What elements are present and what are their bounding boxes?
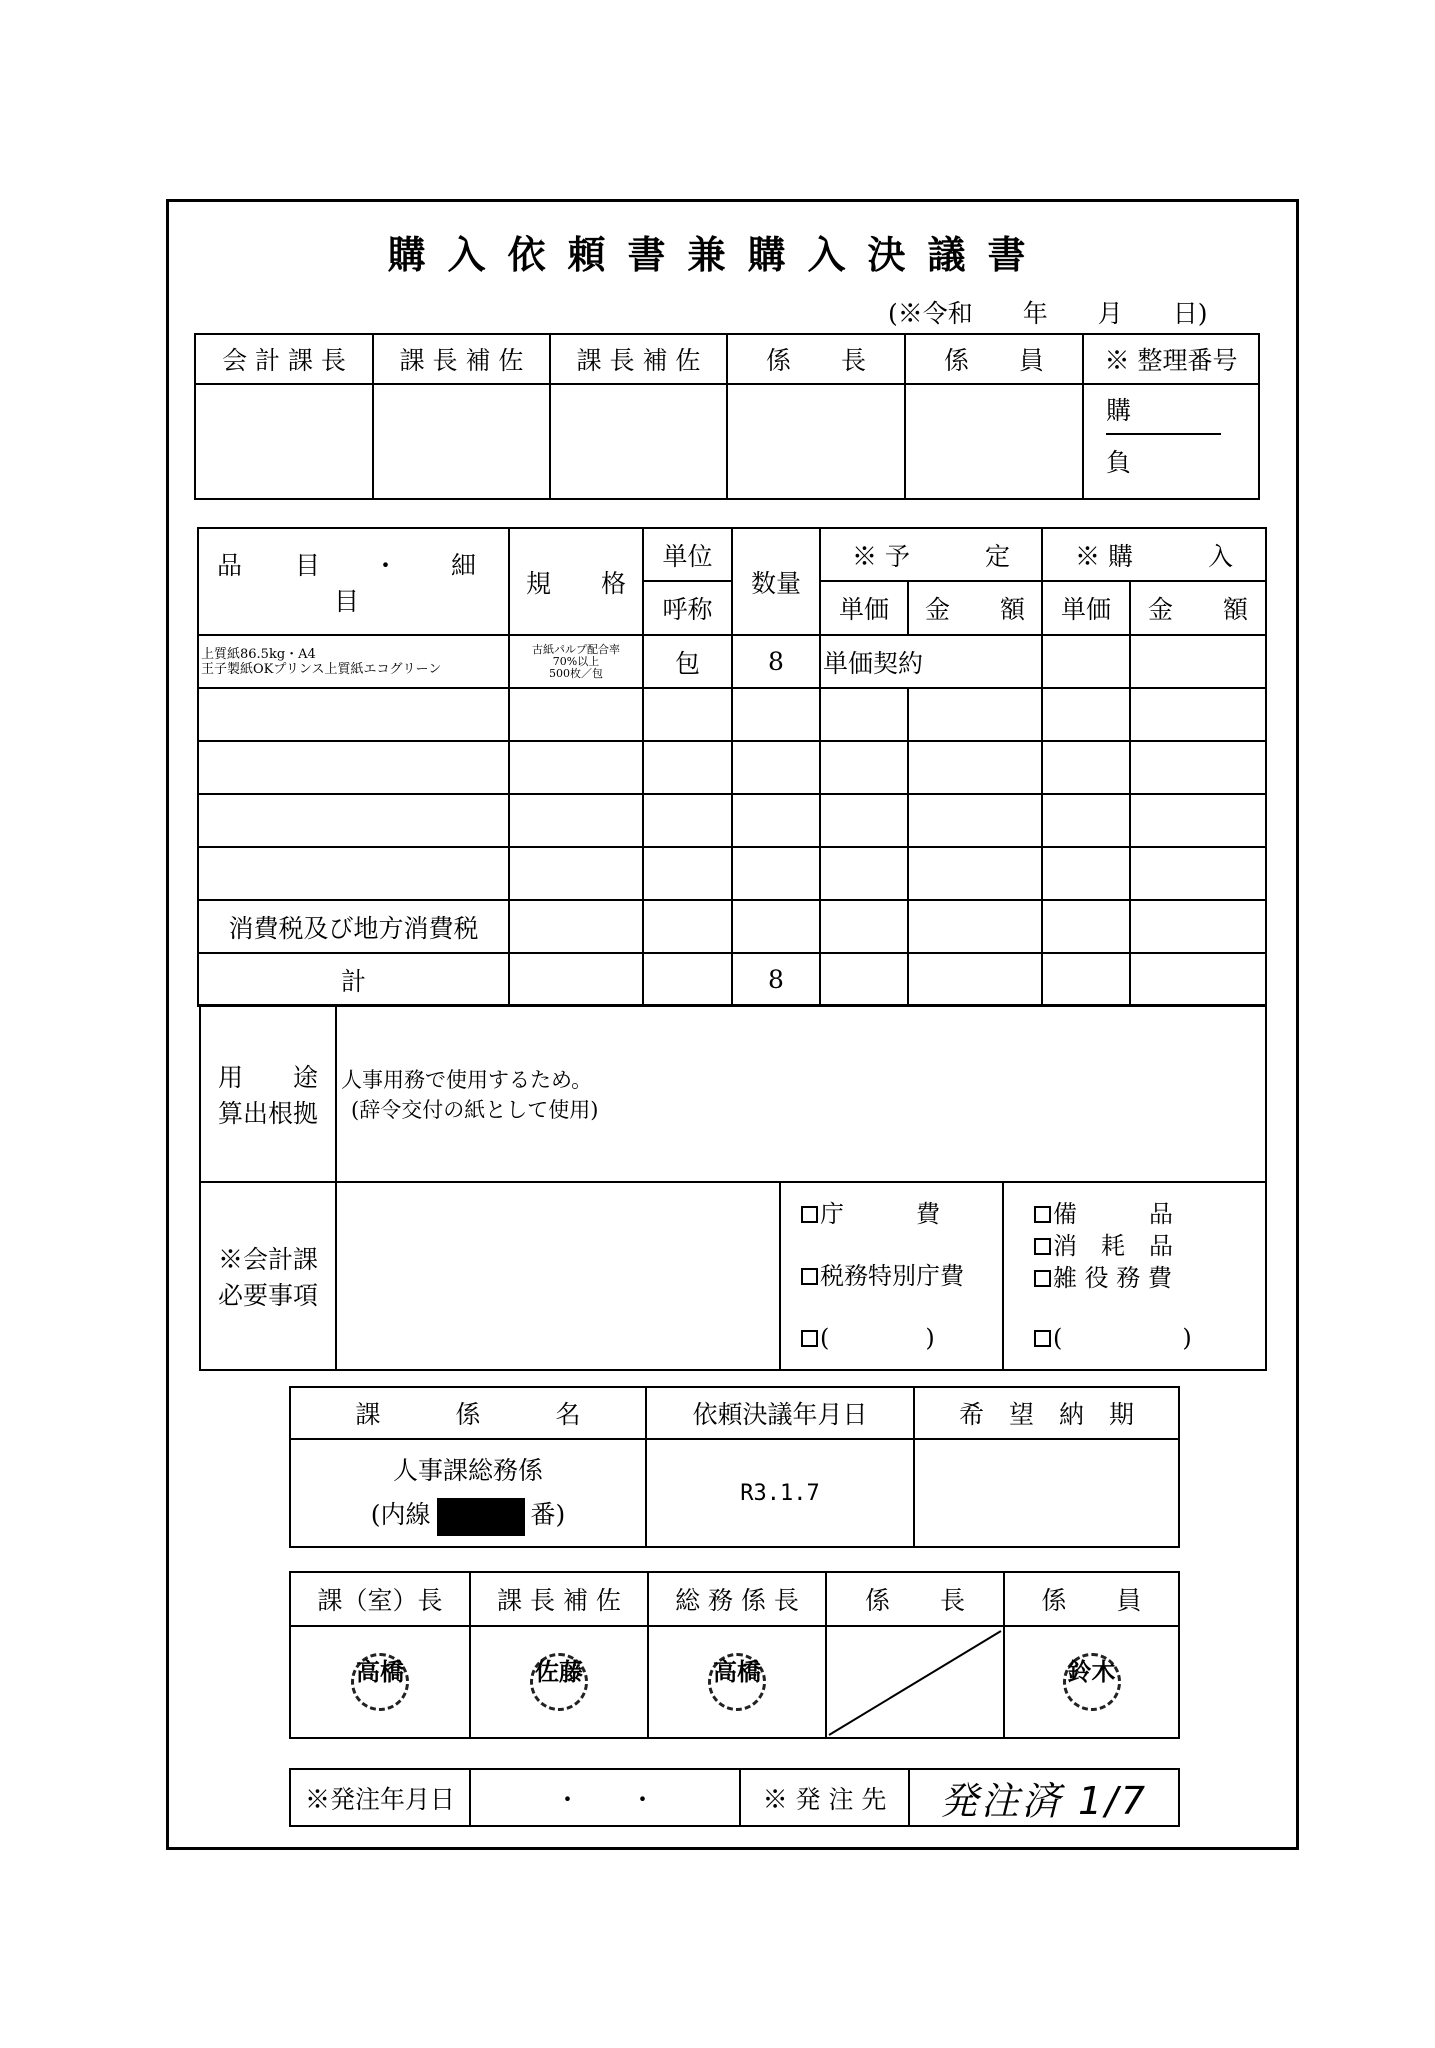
accounting-options-left <box>780 1182 1003 1370</box>
table-row <box>198 635 1266 688</box>
items-table <box>197 527 1267 1007</box>
document-title: 購入依頼書兼購入決議書 <box>387 232 1048 277</box>
accounting-label <box>200 1182 336 1370</box>
option-other-right-label: ( ) <box>1053 1324 1192 1352</box>
purpose-label1: 用 途 <box>217 1062 318 1092</box>
checkbox-icon <box>801 1268 818 1285</box>
purpose-label <box>200 1005 336 1182</box>
extension-line <box>291 1493 645 1537</box>
option-zatsu-label: 雑 役 務 費 <box>1053 1264 1172 1292</box>
header-konyu-kingaku: 金 額 <box>1130 581 1266 635</box>
request-table <box>289 1386 1180 1548</box>
request-date: R3.1.7 <box>646 1439 914 1547</box>
option-shomo-label: 消 耗 品 <box>1053 1232 1173 1260</box>
total-label: 計 <box>198 953 509 1006</box>
approval-header: ※ 整理番号 <box>1083 334 1259 384</box>
checkbox-icon <box>1034 1270 1051 1287</box>
approval-stamp-cell <box>727 384 905 499</box>
row1-unit: 包 <box>643 635 732 688</box>
purpose-table <box>199 1004 1267 1371</box>
signer-header: 総 務 係 長 <box>648 1572 826 1626</box>
approval-header: 課 長 補 佐 <box>373 334 550 384</box>
row1-name-line2: 王子製紙OKプリンス上質紙エコグリーン <box>201 661 442 677</box>
total-qty: 8 <box>732 953 820 1006</box>
seiri-number-cell <box>1083 384 1259 499</box>
header-request-date: 依頼決議年月日 <box>646 1387 914 1439</box>
section-name: 人事課総務係 <box>392 1456 543 1485</box>
header-section: 課 係 名 <box>290 1387 646 1439</box>
header-konyu-tanka: 単価 <box>1042 581 1130 635</box>
approval-header: 課 長 補 佐 <box>550 334 727 384</box>
option-other-left-label: ( ) <box>820 1324 935 1352</box>
order-dest-label: ※ 発 注 先 <box>740 1769 909 1826</box>
section-cell <box>290 1439 646 1547</box>
table-row <box>198 794 1266 847</box>
header-qty: 数量 <box>732 528 820 635</box>
option-other-left <box>801 1307 1002 1369</box>
header-unit-top: 単位 <box>643 528 732 581</box>
approval-stamp-cell <box>905 384 1083 499</box>
signers-table <box>289 1571 1180 1739</box>
option-other-right <box>1034 1322 1265 1354</box>
checkbox-icon <box>1034 1238 1051 1255</box>
purpose-text <box>336 1005 1266 1182</box>
order-table <box>289 1768 1180 1827</box>
tax-label: 消費税及び地方消費税 <box>198 900 509 953</box>
delivery-cell <box>914 1439 1179 1547</box>
header-yotei: ※ 予 定 <box>820 528 1042 581</box>
row1-konyu-tanka <box>1042 635 1130 688</box>
row1-spec-line2: 70%以上 <box>552 654 600 668</box>
seal-stamp: 佐藤 <box>530 1653 588 1711</box>
row1-name-line1: 上質紙86.5kg・A4 <box>201 646 316 662</box>
extension-suffix: 番) <box>530 1500 566 1529</box>
signer-cell <box>1004 1626 1179 1738</box>
accounting-label1: ※会計課 <box>217 1245 318 1274</box>
signer-cell <box>470 1626 648 1738</box>
table-row <box>198 847 1266 900</box>
row1-spec <box>509 635 643 688</box>
option-zatsu <box>1034 1262 1265 1294</box>
option-zeimu <box>801 1245 1002 1307</box>
approval-header: 係 長 <box>727 334 905 384</box>
option-bihin <box>1034 1198 1265 1230</box>
row1-name <box>198 635 509 688</box>
seiri-kou: 購 <box>1106 385 1221 435</box>
date-line: (※令和 年 月 日) <box>888 299 1208 328</box>
option-zeimu-label: 税務特別庁費 <box>820 1262 964 1290</box>
seiri-fu: 負 <box>1106 448 1132 477</box>
checkbox-icon <box>801 1206 818 1223</box>
header-delivery: 希 望 納 期 <box>914 1387 1179 1439</box>
option-bihin-label: 備 品 <box>1053 1200 1173 1228</box>
approval-stamp-cell <box>550 384 727 499</box>
purpose-line1: 人事用務で使用するため。 <box>341 1067 593 1092</box>
approval-stamp-cell <box>373 384 550 499</box>
purpose-line2: (辞令交付の紙として使用) <box>351 1097 599 1122</box>
approval-header: 会 計 課 長 <box>195 334 373 384</box>
checkbox-icon <box>801 1330 818 1347</box>
seal-stamp: 鈴木 <box>1063 1653 1121 1711</box>
checkbox-icon <box>1034 1206 1051 1223</box>
strike-line <box>827 1627 1005 1739</box>
order-dest-handwritten: 発注済 1/7 <box>909 1769 1179 1826</box>
header-konyu: ※ 購 入 <box>1042 528 1266 581</box>
header-spec: 規 格 <box>509 528 643 635</box>
signer-header: 課 長 補 佐 <box>470 1572 648 1626</box>
total-row <box>198 953 1266 1006</box>
purpose-label2: 算出根拠 <box>217 1098 318 1128</box>
option-chouhi <box>801 1183 1002 1245</box>
header-item: 品 目 ・ 細 目 <box>198 528 509 635</box>
signer-header: 係 員 <box>1004 1572 1179 1626</box>
option-shomo <box>1034 1230 1265 1262</box>
tax-row <box>198 900 1266 953</box>
accounting-blank <box>336 1182 780 1370</box>
redaction-block <box>437 1498 525 1536</box>
header-unit-bottom: 呼称 <box>643 581 732 635</box>
approval-header: 係 員 <box>905 334 1083 384</box>
signer-cell-struck <box>826 1626 1004 1738</box>
row1-spec-line1: 古紙パルプ配合率 <box>532 642 620 656</box>
row1-spec-line3: 500枚／包 <box>549 666 603 680</box>
table-row <box>198 741 1266 794</box>
checkbox-icon <box>1034 1330 1051 1347</box>
approval-stamp-cell <box>195 384 373 499</box>
row1-konyu-kingaku <box>1130 635 1266 688</box>
signer-cell <box>648 1626 826 1738</box>
accounting-options-right <box>1003 1182 1266 1370</box>
order-date-value: ・ ・ <box>470 1769 740 1826</box>
signer-cell <box>290 1626 470 1738</box>
approval-table <box>194 333 1260 500</box>
seal-stamp: 高橋 <box>708 1653 766 1711</box>
header-yotei-kingaku: 金 額 <box>908 581 1042 635</box>
signer-header: 課（室）長 <box>290 1572 470 1626</box>
signer-header: 係 長 <box>826 1572 1004 1626</box>
header-yotei-tanka: 単価 <box>820 581 908 635</box>
table-row <box>198 688 1266 741</box>
extension-prefix: (内線 <box>370 1500 431 1529</box>
accounting-label2: 必要事項 <box>217 1281 318 1310</box>
row1-yotei: 単価契約 <box>820 635 1042 688</box>
option-chouhi-label: 庁 費 <box>820 1200 940 1228</box>
row1-qty: 8 <box>732 635 820 688</box>
order-date-label: ※発注年月日 <box>290 1769 470 1826</box>
seal-stamp: 高橋 <box>351 1653 409 1711</box>
